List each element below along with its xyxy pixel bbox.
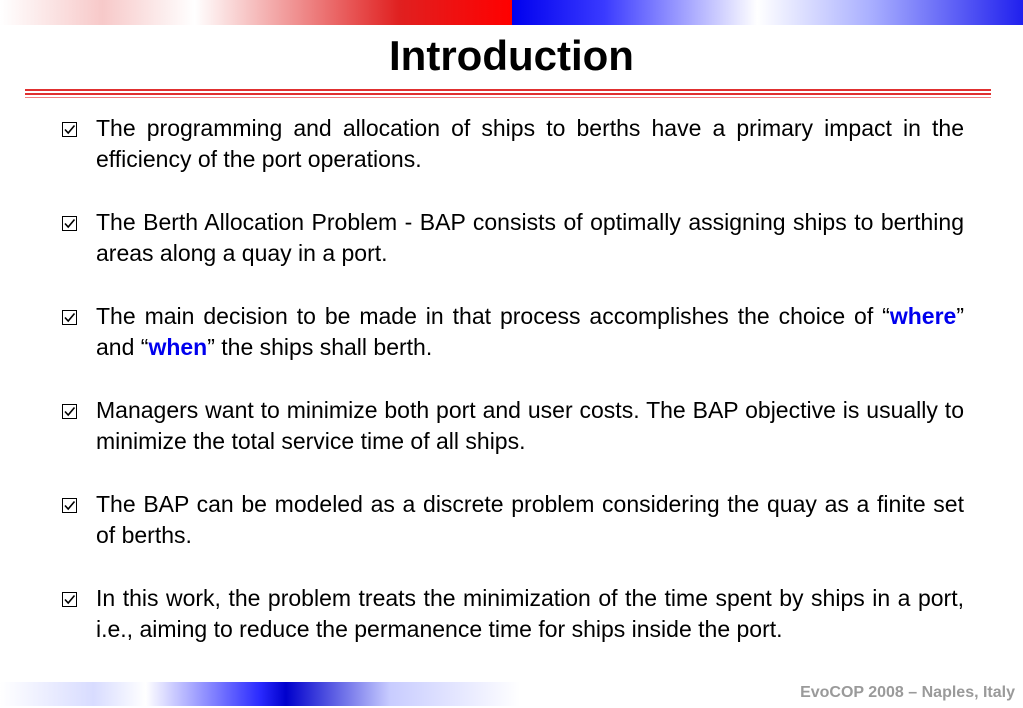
checked-box-icon	[62, 310, 77, 325]
bullet-item	[60, 113, 964, 175]
bullet-text: The main decision to be made in that process accomplishes the choice of “	[96, 303, 890, 329]
bullet-text: ” the ships shall berth.	[207, 334, 433, 360]
top-decorative-band-red	[0, 0, 512, 25]
checked-box-icon	[62, 592, 77, 607]
checked-box-icon	[62, 404, 77, 419]
bullet-text: In this work, the problem treats the minimization of the time spent by ships in a port, i.e., aiming to reduce the permanence time for ships inside the port.	[96, 585, 964, 642]
keyword-where: where	[889, 303, 957, 329]
checked-box-icon	[62, 216, 77, 231]
bullet-item	[60, 207, 964, 269]
bullet-text: Managers want to minimize both port and user costs. The BAP objective is usually to minimize the total service time of all ships.	[96, 397, 964, 454]
bullet-item	[60, 301, 964, 363]
bullet-text: The Berth Allocation Problem - BAP consists of optimally assigning ships to berthing areas along a quay in a port.	[96, 209, 964, 266]
bullet-item	[60, 489, 964, 551]
title-divider-line	[25, 93, 991, 95]
bottom-decorative-band	[0, 682, 520, 706]
keyword-when: when	[148, 334, 208, 360]
title-divider-line	[25, 89, 991, 91]
bullet-text: The BAP can be modeled as a discrete problem considering the quay as a finite set of berths.	[96, 491, 964, 548]
bullet-list	[60, 113, 964, 645]
checked-box-icon	[62, 122, 77, 137]
bullet-text: The programming and allocation of ships to berths have a primary impact in the efficiency of the port operations.	[96, 115, 964, 172]
top-decorative-band-blue	[512, 0, 1023, 25]
title-divider-line	[25, 97, 991, 98]
bullet-item	[60, 583, 964, 645]
bullet-text: ” and “	[96, 303, 964, 360]
slide-title: Introduction	[389, 32, 634, 79]
footer-text: EvoCOP 2008 – Naples, Italy	[800, 684, 1015, 701]
bullet-item	[60, 395, 964, 457]
checked-box-icon	[62, 498, 77, 513]
